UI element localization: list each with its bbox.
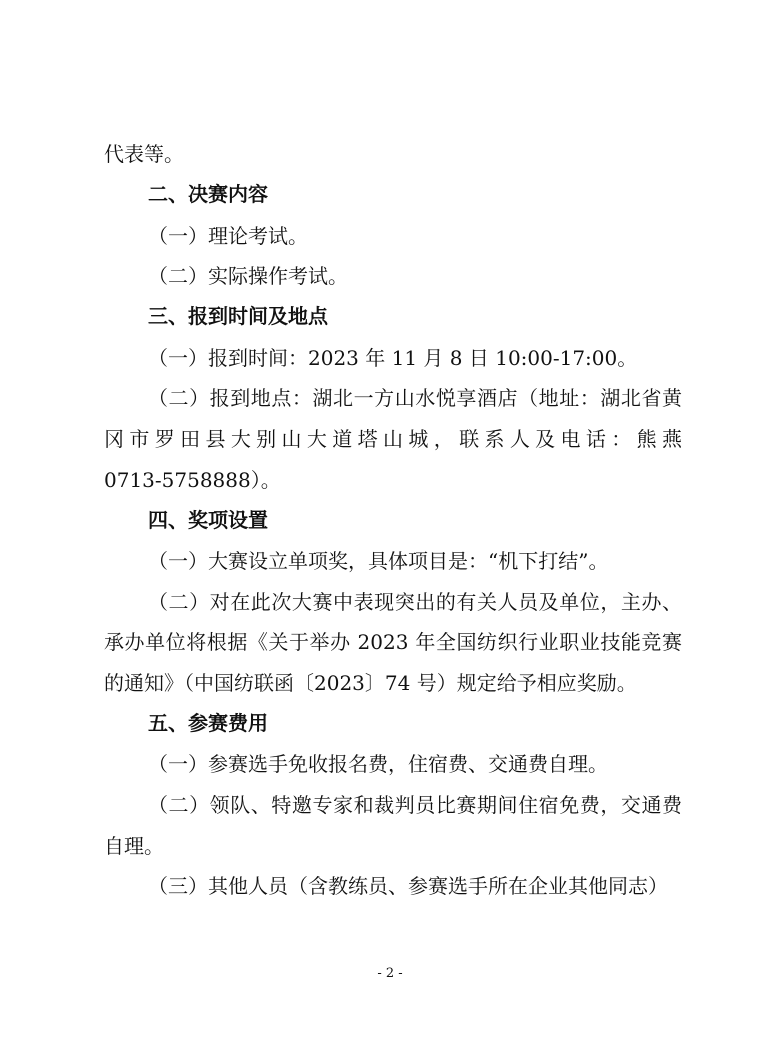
text-line-registration-time: （一）报到时间：2023 年 11 月 8 日 10:00-17:00。	[148, 346, 638, 370]
section-heading-registration: 三、报到时间及地点	[148, 304, 328, 328]
text-line-award-reference: 的通知》（中国纺联函〔2023〕74 号）规定给予相应奖励。	[104, 671, 637, 695]
text-line-registration-address: 冈市罗田县大别山大道塔山城，联系人及电话：熊燕	[104, 427, 682, 451]
section-heading-awards: 四、奖项设置	[148, 508, 268, 532]
text-line-continuation: 代表等。	[104, 142, 184, 166]
section-heading-final-content: 二、决赛内容	[148, 182, 268, 206]
text-line-award-item: （一）大赛设立单项奖，具体项目是：“机下打结”。	[148, 549, 609, 573]
section-heading-fees: 五、参赛费用	[148, 711, 268, 735]
text-line-contestant-fees: （一）参赛选手免收报名费，住宿费、交通费自理。	[148, 752, 608, 776]
page-number: - 2 -	[377, 966, 403, 981]
text-line-other-personnel: （三）其他人员（含教练员、参赛选手所在企业其他同志）	[148, 874, 668, 898]
text-line-contact-phone: 0713-5758888）。	[104, 468, 281, 492]
text-line-practical-exam: （二）实际操作考试。	[148, 264, 348, 288]
text-line-award-units: （二）对在此次大赛中表现突出的有关人员及单位，主办、	[148, 590, 682, 614]
text-line-registration-place: （二）报到地点：湖北一方山水悦享酒店（地址：湖北省黄	[148, 386, 682, 410]
text-line-theory-exam: （一）理论考试。	[148, 224, 308, 248]
text-line-award-notice: 承办单位将根据《关于举办 2023 年全国纺织行业职业技能竞赛	[104, 630, 682, 654]
text-line-staff-fees-continued: 自理。	[104, 834, 164, 858]
text-line-staff-fees: （二）领队、特邀专家和裁判员比赛期间住宿免费，交通费	[148, 793, 682, 817]
